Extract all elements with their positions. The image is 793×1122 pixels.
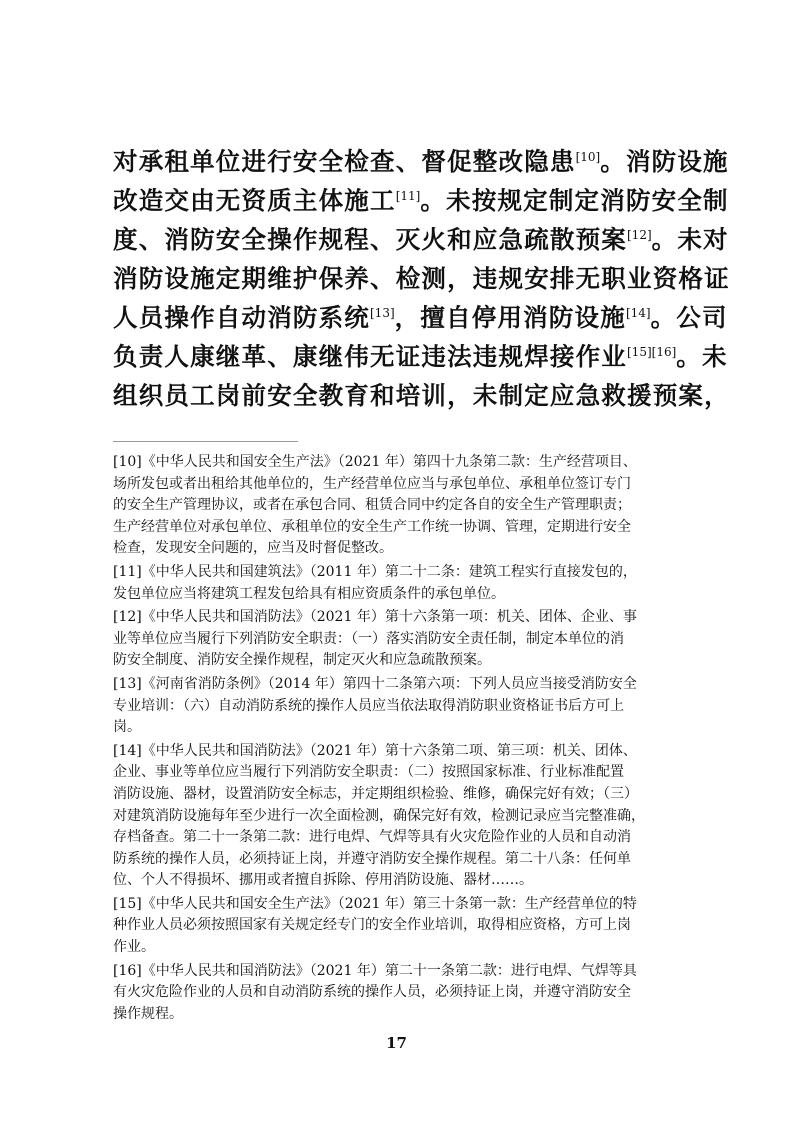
footnote-line: 检查，发现安全问题的，应当及时督促整改。 (113, 540, 393, 557)
footnote-line: 专业培训：（六）自动消防系统的操作人员应当依法取得消防职业资格证书后方可上 (113, 697, 624, 714)
footnote-10 (113, 452, 703, 560)
footnote-line: 生产经营单位对承包单位、承租单位的安全生产工作统一协调、管理，定期进行安全 (113, 518, 631, 535)
footnote-line: [16]《中华人民共和国消防法》（2021 年）第二十一条第二款：进行电焊、气焊等具 (113, 962, 637, 979)
body-line: 人员操作自动消防系统[13]，擅自停用消防设施[14]。公司 (113, 303, 728, 332)
body-line: 消防设施定期维护保养、检测，违规安排无职业资格证 (113, 264, 730, 293)
footnote-line: 种作业人员必须按照国家有关规定经专门的安全作业培训，取得相应资格，方可上岗 (113, 917, 631, 934)
body-line: 负责人康继革、康继伟无证违法违规焊接作业[15][16]。未 (113, 342, 728, 371)
body-line: 度、消防安全操作规程、灭火和应急疏散预案[12]。未对 (113, 225, 729, 254)
page-number: 17 (386, 1034, 407, 1052)
footnote-line: 作业。 (113, 939, 155, 956)
footnote-reference[interactable]: [12] (627, 227, 652, 242)
body-paragraph (113, 142, 730, 415)
footnote-line: 岗。 (113, 719, 141, 736)
footnote-reference[interactable]: [13] (370, 305, 395, 320)
footnote-line: [11]《中华人民共和国建筑法》（2011 年）第二十二条：建筑工程实行直接发包的， (113, 563, 637, 580)
footnote-line: 业等单位应当履行下列消防安全职责：（一）落实消防安全责任制，制定本单位的消 (113, 630, 624, 647)
footnote-line: 对建筑消防设施每年至少进行一次全面检测，确保完好有效，检测记录应当完整准确， (113, 807, 645, 824)
footnote-line: [10]《中华人民共和国安全生产法》（2021 年）第四十九条第二款：生产经营项目、 (113, 454, 637, 470)
footnote-line: [13]《河南省消防条例》（2014 年）第四十二条第六项：下列人员应当接受消防安全 (113, 675, 637, 692)
body-line: 对承租单位进行安全检查、督促整改隐患[10]。消防设施 (113, 147, 729, 176)
footnote-line: 位、个人不得损坏、挪用或者擅自拆除、停用消防设施、器材……。 (113, 872, 533, 889)
footnote-line: 发包单位应当将建筑工程发包给具有相应资质条件的承包单位。 (113, 585, 505, 602)
footnotes-section (113, 452, 703, 1027)
footnote-reference[interactable]: [15][16] (627, 344, 677, 359)
body-line: 组织员工岗前安全教育和培训，未制定应急救援预案， (113, 381, 730, 410)
footnote-13 (113, 674, 703, 739)
footnote-line: 存档备查。第二十一条第二款：进行电焊、气焊等具有火灾危险作业的人员和自动消 (113, 829, 631, 846)
footnote-line: 操作规程。 (113, 1005, 183, 1022)
footnote-14 (113, 741, 703, 892)
footnote-12 (113, 607, 703, 672)
footnote-16 (113, 961, 703, 1026)
footnote-line: 防安全制度、消防安全操作规程，制定灭火和应急疏散预案。 (113, 652, 491, 669)
footnote-15 (113, 894, 703, 959)
footnote-line: [12]《中华人民共和国消防法》（2021 年）第十六条第一项：机关、团体、企业、事 (113, 609, 637, 626)
footnote-line: 的安全生产管理协议，或者在承包合同、租赁合同中约定各自的安全生产管理职责； (113, 497, 631, 514)
footnote-line: [15]《中华人民共和国安全生产法》（2021 年）第三十条第一款：生产经营单位的特 (113, 895, 637, 912)
footnote-line: 场所发包或者出租给其他单位的，生产经营单位应当与承包单位、承租单位签订专门 (113, 475, 631, 492)
footnote-line: 有火灾危险作业的人员和自动消防系统的操作人员，必须持证上岗，并遵守消防安全 (113, 984, 631, 1001)
footnote-reference[interactable]: [11] (395, 188, 421, 203)
footnote-line: [14]《中华人民共和国消防法》（2021 年）第十六条第二项、第三项：机关、团体、 (113, 742, 637, 759)
footnote-line: 消防设施、器材，设置消防安全标志，并定期组织检验、维修，确保完好有效；（三） (113, 785, 638, 802)
body-line: 改造交由无资质主体施工[11]。未按规定制定消防安全制 (113, 186, 729, 215)
footnote-line: 企业、事业等单位应当履行下列消防安全职责：（二）按照国家标准、行业标准配置 (113, 764, 624, 781)
footnote-divider (113, 441, 298, 442)
footnote-line: 防系统的操作人员，必须持证上岗，并遵守消防安全操作规程。第二十八条：任何单 (113, 850, 631, 867)
footnote-11 (113, 562, 703, 605)
footnote-reference[interactable]: [14] (625, 305, 651, 320)
footnote-reference[interactable]: [10] (575, 149, 601, 164)
